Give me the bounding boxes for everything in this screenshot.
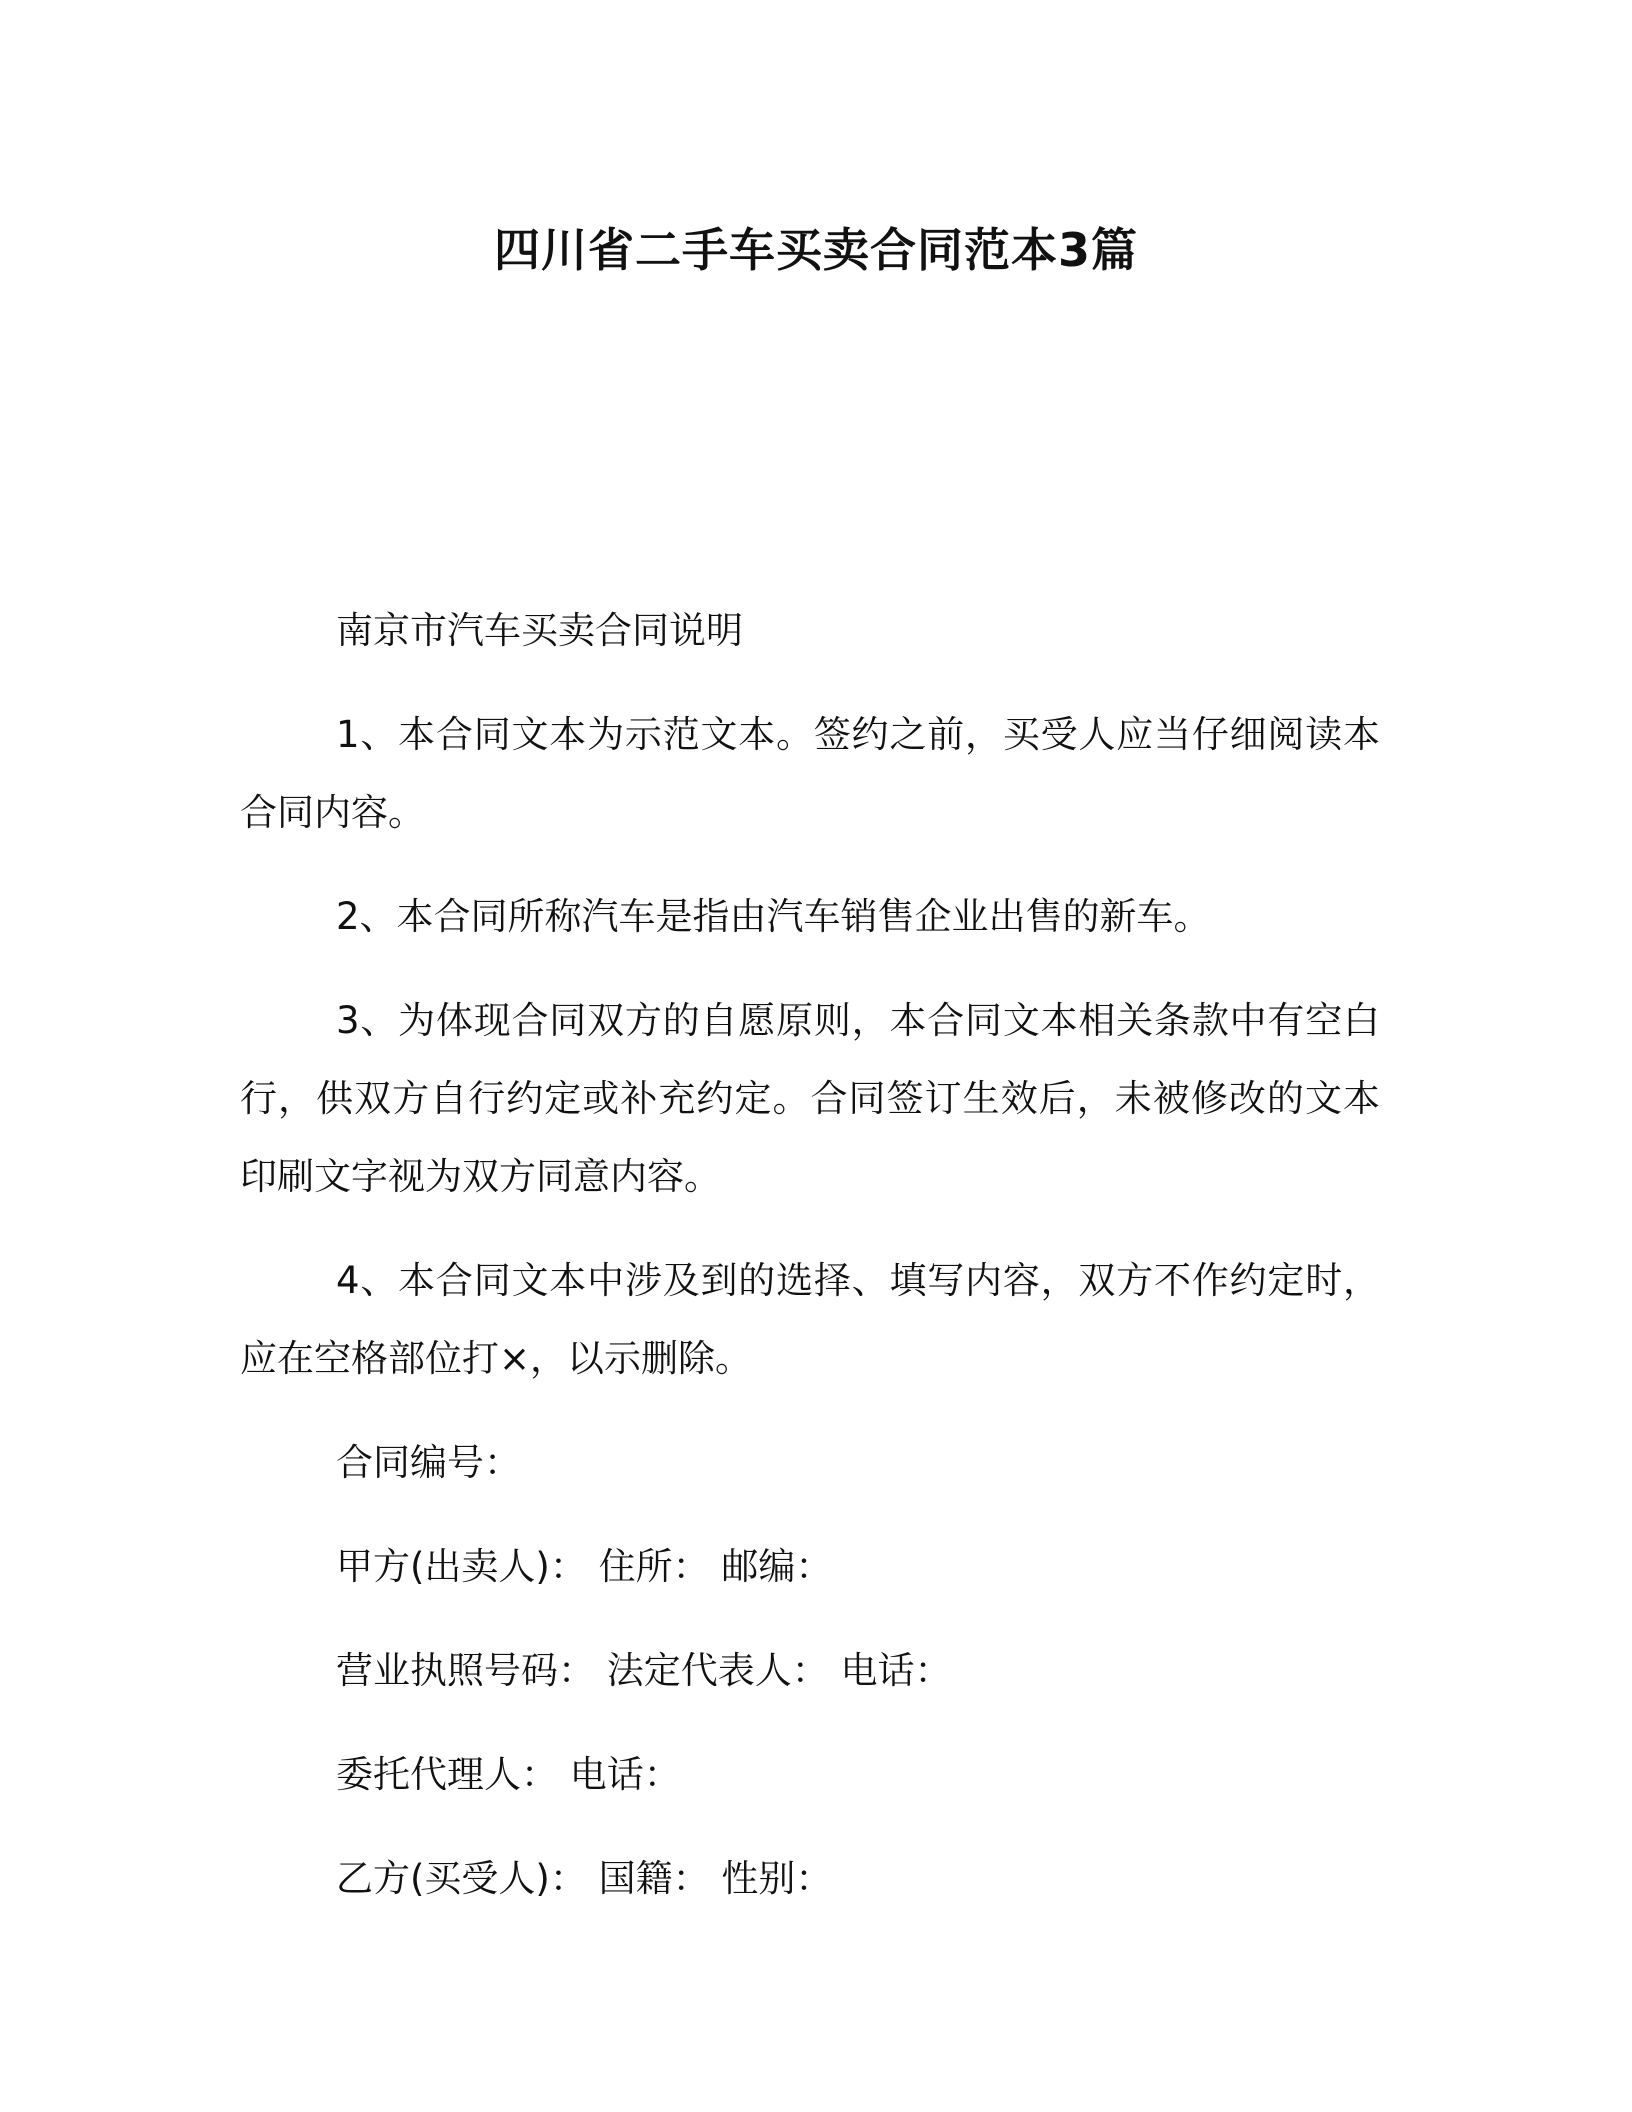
note-paragraph-2: 2、本合同所称汽车是指由汽车销售企业出售的新车。: [336, 895, 1211, 938]
contract-number-field: 合同编号：: [336, 1441, 521, 1484]
agent-field: 委托代理人： 电话：: [336, 1753, 681, 1796]
document-body: [240, 592, 1380, 1944]
note-paragraph-3: 3、为体现合同双方的自愿原则，本合同文本相关条款中有空白行，供双方自行约定或补充约定。合同签订生效后，未被修改的文本印刷文字视为双方同意内容。: [240, 999, 1380, 1198]
party-a-field: 甲方(出卖人)： 住所： 邮编：: [336, 1545, 833, 1588]
note-paragraph-4: 4、本合同文本中涉及到的选择、填写内容，双方不作约定时，应在空格部位打×，以示删除。: [240, 1259, 1380, 1380]
document-title: 四川省二手车买卖合同范本3篇: [493, 223, 1138, 277]
party-b-field: 乙方(买受人)： 国籍： 性别：: [336, 1857, 833, 1900]
business-license-field: 营业执照号码： 法定代表人： 电话：: [336, 1649, 952, 1692]
section-heading: 南京市汽车买卖合同说明: [336, 609, 743, 652]
note-paragraph-1: 1、本合同文本为示范文本。签约之前，买受人应当仔细阅读本合同内容。: [240, 713, 1380, 834]
